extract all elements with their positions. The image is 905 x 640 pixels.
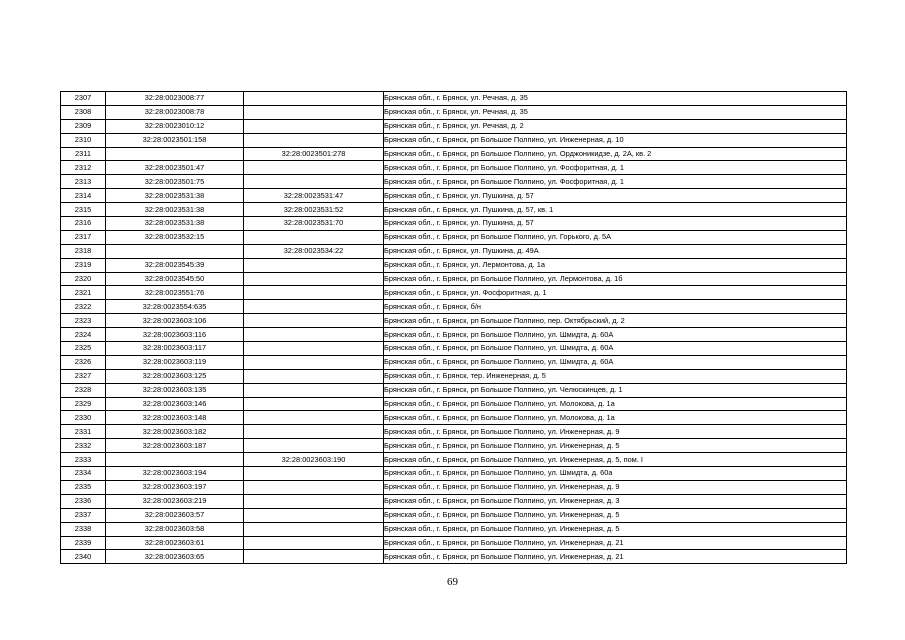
row-number-cell: 2338 xyxy=(61,522,106,536)
cadastral-number-cell: 32:28:0023603:219 xyxy=(106,494,244,508)
table-row xyxy=(61,411,847,425)
table-row xyxy=(61,105,847,119)
table-row xyxy=(61,328,847,342)
address-cell: Брянская обл., г. Брянск, рп Большое Полпино, ул. Инженерная, д. 5, пом. I xyxy=(384,453,847,467)
row-number-cell: 2333 xyxy=(61,453,106,467)
row-number-cell: 2319 xyxy=(61,258,106,272)
address-cell: Брянская обл., г. Брянск, ул. Пушкина, д. 49А xyxy=(384,244,847,258)
object-cadastral-number-cell xyxy=(244,119,384,133)
row-number-cell: 2329 xyxy=(61,397,106,411)
table-row xyxy=(61,480,847,494)
address-cell: Брянская обл., г. Брянск, б/н xyxy=(384,300,847,314)
table-row xyxy=(61,467,847,481)
object-cadastral-number-cell xyxy=(244,300,384,314)
row-number-cell: 2332 xyxy=(61,439,106,453)
address-cell: Брянская обл., г. Брянск, рп Большое Полпино, ул. Инженерная, д. 5 xyxy=(384,508,847,522)
object-cadastral-number-cell xyxy=(244,230,384,244)
address-cell: Брянская обл., г. Брянск, рп Большое Полпино, ул. Инженерная, д. 21 xyxy=(384,550,847,564)
row-number-cell: 2328 xyxy=(61,383,106,397)
row-number-cell: 2323 xyxy=(61,314,106,328)
object-cadastral-number-cell xyxy=(244,314,384,328)
cadastral-number-cell: 32:28:0023010:12 xyxy=(106,119,244,133)
address-cell: Брянская обл., г. Брянск, рп Большое Полпино, ул. Челюскинцев, д. 1 xyxy=(384,383,847,397)
row-number-cell: 2331 xyxy=(61,425,106,439)
table-row xyxy=(61,230,847,244)
address-cell: Брянская обл., г. Брянск, рп Большое Полпино, ул. Инженерная, д. 9 xyxy=(384,425,847,439)
object-cadastral-number-cell xyxy=(244,369,384,383)
cadastral-number-cell: 32:28:0023603:148 xyxy=(106,411,244,425)
address-cell: Брянская обл., г. Брянск, ул. Пушкина, д. 57 xyxy=(384,189,847,203)
table-row xyxy=(61,175,847,189)
row-number-cell: 2337 xyxy=(61,508,106,522)
cadastral-number-cell: 32:28:0023603:116 xyxy=(106,328,244,342)
table-row xyxy=(61,425,847,439)
cadastral-number-cell: 32:28:0023531:38 xyxy=(106,203,244,217)
table-row xyxy=(61,244,847,258)
object-cadastral-number-cell xyxy=(244,425,384,439)
property-registry-table xyxy=(60,91,847,564)
row-number-cell: 2308 xyxy=(61,105,106,119)
cadastral-number-cell: 32:28:0023603:135 xyxy=(106,383,244,397)
address-cell: Брянская обл., г. Брянск, рп Большое Полпино, ул. Шмидта, д. 60А xyxy=(384,342,847,356)
row-number-cell: 2314 xyxy=(61,189,106,203)
cadastral-number-cell: 32:28:0023603:182 xyxy=(106,425,244,439)
object-cadastral-number-cell xyxy=(244,383,384,397)
cadastral-number-cell: 32:28:0023008:77 xyxy=(106,92,244,106)
row-number-cell: 2312 xyxy=(61,161,106,175)
address-cell: Брянская обл., г. Брянск, рп Большое Полпино, ул. Инженерная, д. 10 xyxy=(384,133,847,147)
cadastral-number-cell: 32:28:0023545:50 xyxy=(106,272,244,286)
table-row xyxy=(61,536,847,550)
object-cadastral-number-cell xyxy=(244,105,384,119)
row-number-cell: 2320 xyxy=(61,272,106,286)
object-cadastral-number-cell: 32:28:0023531:47 xyxy=(244,189,384,203)
address-cell: Брянская обл., г. Брянск, ул. Речная, д. 35 xyxy=(384,92,847,106)
address-cell: Брянская обл., г. Брянск, рп Большое Полпино, ул. Инженерная, д. 5 xyxy=(384,439,847,453)
address-cell: Брянская обл., г. Брянск, рп Большое Полпино, ул. Фосфоритная, д. 1 xyxy=(384,161,847,175)
object-cadastral-number-cell: 32:28:0023534:22 xyxy=(244,244,384,258)
row-number-cell: 2334 xyxy=(61,467,106,481)
cadastral-number-cell: 32:28:0023532:15 xyxy=(106,230,244,244)
object-cadastral-number-cell xyxy=(244,328,384,342)
row-number-cell: 2309 xyxy=(61,119,106,133)
row-number-cell: 2313 xyxy=(61,175,106,189)
table-row xyxy=(61,133,847,147)
address-cell: Брянская обл., г. Брянск, рп Большое Полпино, ул. Инженерная, д. 9 xyxy=(384,480,847,494)
page-number: 69 xyxy=(447,576,458,588)
address-cell: Брянская обл., г. Брянск, ул. Фосфоритная, д. 1 xyxy=(384,286,847,300)
table-row xyxy=(61,439,847,453)
cadastral-number-cell: 32:28:0023554:635 xyxy=(106,300,244,314)
row-number-cell: 2307 xyxy=(61,92,106,106)
object-cadastral-number-cell xyxy=(244,286,384,300)
object-cadastral-number-cell xyxy=(244,175,384,189)
table-row xyxy=(61,355,847,369)
object-cadastral-number-cell xyxy=(244,411,384,425)
table-row xyxy=(61,453,847,467)
address-cell: Брянская обл., г. Брянск, рп Большое Полпино, ул. Инженерная, д. 21 xyxy=(384,536,847,550)
address-cell: Брянская обл., г. Брянск, рп Большое Полпино, ул. Орджоникидзе, д. 2А, кв. 2 xyxy=(384,147,847,161)
row-number-cell: 2316 xyxy=(61,217,106,231)
object-cadastral-number-cell xyxy=(244,467,384,481)
table-row xyxy=(61,300,847,314)
address-cell: Брянская обл., г. Брянск, ул. Речная, д. 35 xyxy=(384,105,847,119)
cadastral-number-cell: 32:28:0023501:47 xyxy=(106,161,244,175)
cadastral-number-cell: 32:28:0023603:106 xyxy=(106,314,244,328)
object-cadastral-number-cell xyxy=(244,494,384,508)
object-cadastral-number-cell: 32:28:0023531:52 xyxy=(244,203,384,217)
object-cadastral-number-cell xyxy=(244,508,384,522)
cadastral-number-cell: 32:28:0023501:75 xyxy=(106,175,244,189)
address-cell: Брянская обл., г. Брянск, ул. Пушкина, д. 57 xyxy=(384,217,847,231)
row-number-cell: 2336 xyxy=(61,494,106,508)
object-cadastral-number-cell xyxy=(244,258,384,272)
object-cadastral-number-cell xyxy=(244,355,384,369)
object-cadastral-number-cell xyxy=(244,550,384,564)
row-number-cell: 2340 xyxy=(61,550,106,564)
cadastral-number-cell: 32:28:0023603:117 xyxy=(106,342,244,356)
cadastral-number-cell xyxy=(106,453,244,467)
address-cell: Брянская обл., г. Брянск, рп Большое Полпино, ул. Фосфоритная, д. 1 xyxy=(384,175,847,189)
cadastral-number-cell xyxy=(106,244,244,258)
row-number-cell: 2317 xyxy=(61,230,106,244)
cadastral-number-cell: 32:28:0023008:78 xyxy=(106,105,244,119)
object-cadastral-number-cell xyxy=(244,342,384,356)
table-row xyxy=(61,369,847,383)
table-row xyxy=(61,522,847,536)
object-cadastral-number-cell xyxy=(244,92,384,106)
table-row xyxy=(61,494,847,508)
row-number-cell: 2318 xyxy=(61,244,106,258)
address-cell: Брянская обл., г. Брянск, рп Большое Полпино, ул. Лермонтова, д. 1б xyxy=(384,272,847,286)
cadastral-number-cell: 32:28:0023603:125 xyxy=(106,369,244,383)
address-cell: Брянская обл., г. Брянск, рп Большое Полпино, ул. Инженерная, д. 5 xyxy=(384,522,847,536)
cadastral-number-cell: 32:28:0023551:76 xyxy=(106,286,244,300)
row-number-cell: 2327 xyxy=(61,369,106,383)
cadastral-number-cell: 32:28:0023545:39 xyxy=(106,258,244,272)
cadastral-number-cell: 32:28:0023603:61 xyxy=(106,536,244,550)
table-row xyxy=(61,342,847,356)
cadastral-number-cell: 32:28:0023603:197 xyxy=(106,480,244,494)
table-row xyxy=(61,203,847,217)
object-cadastral-number-cell xyxy=(244,397,384,411)
row-number-cell: 2322 xyxy=(61,300,106,314)
row-number-cell: 2311 xyxy=(61,147,106,161)
address-cell: Брянская обл., г. Брянск, рп Большое Полпино, ул. Горького, д. 5А xyxy=(384,230,847,244)
row-number-cell: 2325 xyxy=(61,342,106,356)
cadastral-number-cell: 32:28:0023603:187 xyxy=(106,439,244,453)
address-cell: Брянская обл., г. Брянск, ул. Пушкина, д. 57, кв. 1 xyxy=(384,203,847,217)
row-number-cell: 2310 xyxy=(61,133,106,147)
row-number-cell: 2339 xyxy=(61,536,106,550)
table-row xyxy=(61,286,847,300)
cadastral-number-cell: 32:28:0023603:58 xyxy=(106,522,244,536)
table-row xyxy=(61,272,847,286)
address-cell: Брянская обл., г. Брянск, ул. Речная, д. 2 xyxy=(384,119,847,133)
cadastral-number-cell xyxy=(106,147,244,161)
table-row xyxy=(61,258,847,272)
table-row xyxy=(61,217,847,231)
table-row xyxy=(61,550,847,564)
table-row xyxy=(61,119,847,133)
table-row xyxy=(61,92,847,106)
address-cell: Брянская обл., г. Брянск, рп Большое Полпино, ул. Молокова, д. 1а xyxy=(384,397,847,411)
cadastral-number-cell: 32:28:0023603:119 xyxy=(106,355,244,369)
address-cell: Брянская обл., г. Брянск, рп Большое Полпино, ул. Молокова, д. 1а xyxy=(384,411,847,425)
object-cadastral-number-cell xyxy=(244,536,384,550)
object-cadastral-number-cell xyxy=(244,480,384,494)
object-cadastral-number-cell xyxy=(244,161,384,175)
row-number-cell: 2321 xyxy=(61,286,106,300)
row-number-cell: 2324 xyxy=(61,328,106,342)
registry-table-body xyxy=(61,92,847,564)
table-row xyxy=(61,314,847,328)
cadastral-number-cell: 32:28:0023603:65 xyxy=(106,550,244,564)
object-cadastral-number-cell xyxy=(244,272,384,286)
object-cadastral-number-cell: 32:28:0023603:190 xyxy=(244,453,384,467)
table-row xyxy=(61,397,847,411)
object-cadastral-number-cell xyxy=(244,439,384,453)
object-cadastral-number-cell: 32:28:0023501:278 xyxy=(244,147,384,161)
table-row xyxy=(61,147,847,161)
object-cadastral-number-cell xyxy=(244,133,384,147)
cadastral-number-cell: 32:28:0023531:38 xyxy=(106,217,244,231)
cadastral-number-cell: 32:28:0023603:146 xyxy=(106,397,244,411)
cadastral-number-cell: 32:28:0023603:194 xyxy=(106,467,244,481)
object-cadastral-number-cell: 32:28:0023531:70 xyxy=(244,217,384,231)
object-cadastral-number-cell xyxy=(244,522,384,536)
cadastral-number-cell: 32:28:0023603:57 xyxy=(106,508,244,522)
address-cell: Брянская обл., г. Брянск, тер. Инженерная, д. 5 xyxy=(384,369,847,383)
row-number-cell: 2330 xyxy=(61,411,106,425)
table-row xyxy=(61,383,847,397)
row-number-cell: 2335 xyxy=(61,480,106,494)
cadastral-number-cell: 32:28:0023501:158 xyxy=(106,133,244,147)
table-row xyxy=(61,189,847,203)
table-row xyxy=(61,161,847,175)
address-cell: Брянская обл., г. Брянск, рп Большое Полпино, ул. Шмидта, д. 60А xyxy=(384,355,847,369)
address-cell: Брянская обл., г. Брянск, рп Большое Полпино, ул. Шмидта, д. 60А xyxy=(384,328,847,342)
cadastral-number-cell: 32:28:0023531:38 xyxy=(106,189,244,203)
row-number-cell: 2326 xyxy=(61,355,106,369)
address-cell: Брянская обл., г. Брянск, рп Большое Полпино, ул. Инженерная, д. 3 xyxy=(384,494,847,508)
address-cell: Брянская обл., г. Брянск, рп Большое Полпино, ул. Шмидта, д. 60а xyxy=(384,467,847,481)
address-cell: Брянская обл., г. Брянск, рп Большое Полпино, пер. Октябрьский, д. 2 xyxy=(384,314,847,328)
table-row xyxy=(61,508,847,522)
address-cell: Брянская обл., г. Брянск, ул. Лермонтова, д. 1а xyxy=(384,258,847,272)
row-number-cell: 2315 xyxy=(61,203,106,217)
